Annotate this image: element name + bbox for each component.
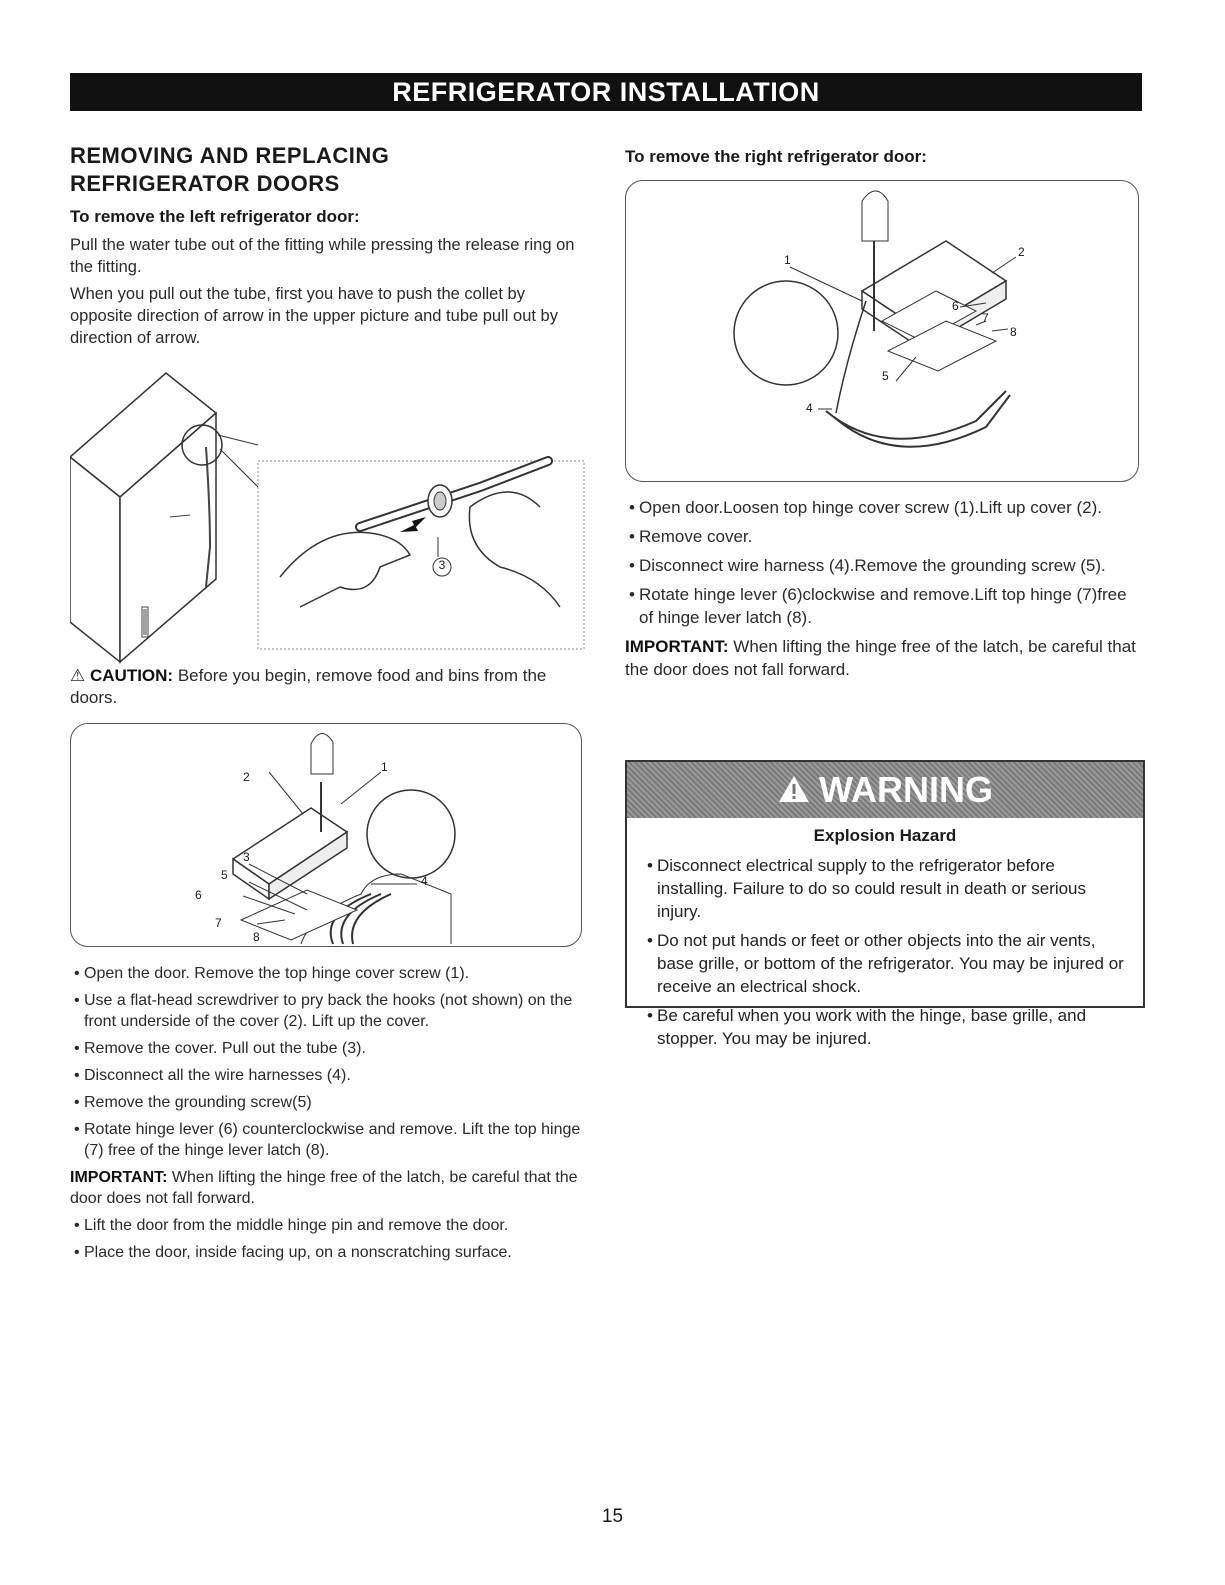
water-tube-illustration — [70, 357, 590, 675]
callout-6: 6 — [952, 299, 959, 313]
left-door-subheading: To remove the left refrigerator door: — [70, 207, 360, 226]
callout-7: 7 — [982, 311, 989, 325]
important-text: When lifting the hinge free of the latch, be careful that the door does not fall forward. — [625, 637, 1136, 679]
page-number: 15 — [601, 1506, 624, 1527]
list-item: • Remove the cover. Pull out the tube (3). — [74, 1040, 366, 1057]
warning-box — [625, 760, 1145, 1048]
warning-subtitle: Explosion Hazard — [813, 826, 957, 845]
callout-8: 8 — [253, 930, 260, 944]
callout-1: 1 — [381, 760, 388, 774]
figure-water-tube — [70, 357, 590, 675]
list-item: • Do not put hands or feet or other objects into the air vents, base grille, or bottom of the refrigerator. You may be injured or receive an electrical shock. — [647, 931, 1124, 996]
callout-4: 4 — [421, 874, 428, 888]
right-column — [625, 140, 1145, 687]
figure-left-hinge — [70, 723, 582, 947]
warning-list — [627, 854, 1143, 1050]
left-hinge-illustration — [71, 724, 581, 946]
caution-label: CAUTION: — [89, 666, 174, 685]
list-item: • Rotate hinge lever (6)clockwise and remove.Lift top hinge (7)free of hinge lever latch (8). — [629, 585, 1127, 627]
right-steps-list — [625, 496, 1145, 629]
left-steps-list-2 — [70, 1215, 590, 1263]
callout-2: 2 — [243, 770, 250, 784]
list-item: • Rotate hinge lever (6) counterclockwise and remove. Lift the top hinge (7) free of the hinge lever latch (8). — [74, 1121, 581, 1159]
list-item: • Lift the door from the middle hinge pin and remove the door. — [74, 1217, 509, 1234]
callout-3-b: 3 — [243, 850, 250, 864]
caution-icon: ⚠ — [70, 666, 86, 685]
right-hinge-illustration — [626, 181, 1138, 481]
warning-header — [627, 762, 1143, 818]
section-heading-line2: REFRIGERATOR DOORS — [70, 171, 340, 196]
list-item: • Disconnect wire harness (4).Remove the grounding screw (5). — [629, 556, 1106, 575]
warning-title: WARNING — [819, 769, 993, 810]
important-label: IMPORTANT: — [70, 1169, 168, 1186]
left-steps-list — [70, 963, 590, 1161]
caution-text: Before you begin, remove food and bins from the doors. — [70, 666, 547, 707]
callout-5: 5 — [882, 369, 889, 383]
list-item: • Open door.Loosen top hinge cover screw (1).Lift up cover (2). — [629, 498, 1103, 517]
section-heading-line1: REMOVING AND REPLACING — [70, 143, 390, 168]
warning-triangle-icon — [777, 764, 811, 820]
list-item: • Be careful when you work with the hinge, base grille, and stopper. You may be injured. — [647, 1006, 1087, 1048]
figure-right-hinge — [625, 180, 1139, 482]
list-item: • Place the door, inside facing up, on a nonscratching surface. — [74, 1244, 512, 1261]
list-item: • Remove the grounding screw(5) — [74, 1094, 312, 1111]
important-text: When lifting the hinge free of the latch, be careful that the door does not fall forward. — [70, 1169, 578, 1207]
right-door-subheading: To remove the right refrigerator door: — [625, 147, 927, 166]
callout-5: 5 — [221, 868, 228, 882]
callout-8: 8 — [1010, 325, 1017, 339]
callout-4: 4 — [806, 401, 813, 415]
callout-3: 3 — [438, 558, 446, 572]
left-important-note — [70, 1167, 590, 1209]
callout-6: 6 — [195, 888, 202, 902]
list-item: • Disconnect electrical supply to the refrigerator before installing. Failure to do so could result in death or serious injury. — [647, 856, 1087, 921]
section-heading — [70, 142, 590, 198]
callout-2: 2 — [1018, 245, 1025, 259]
paragraph-collet: When you pull out the tube, first you have to push the collet by opposite direction of arrow in the upper picture and tube pull out by direction of arrow. — [70, 285, 558, 347]
list-item: • Use a flat-head screwdriver to pry back the hooks (not shown) on the front underside of the cover (2). Lift up the cover. — [74, 992, 573, 1030]
important-label: IMPORTANT: — [625, 637, 729, 656]
callout-1: 1 — [784, 253, 791, 267]
left-column — [70, 140, 590, 1269]
list-item: • Remove cover. — [629, 527, 753, 546]
list-item: • Disconnect all the wire harnesses (4). — [74, 1067, 351, 1084]
callout-7: 7 — [215, 916, 222, 930]
section-banner: REFRIGERATOR INSTALLATION — [70, 73, 1142, 111]
right-important-note — [625, 635, 1145, 681]
list-item: • Open the door. Remove the top hinge cover screw (1). — [74, 965, 470, 982]
paragraph-pull-tube: Pull the water tube out of the fitting while pressing the release ring on the fitting. — [70, 236, 575, 276]
